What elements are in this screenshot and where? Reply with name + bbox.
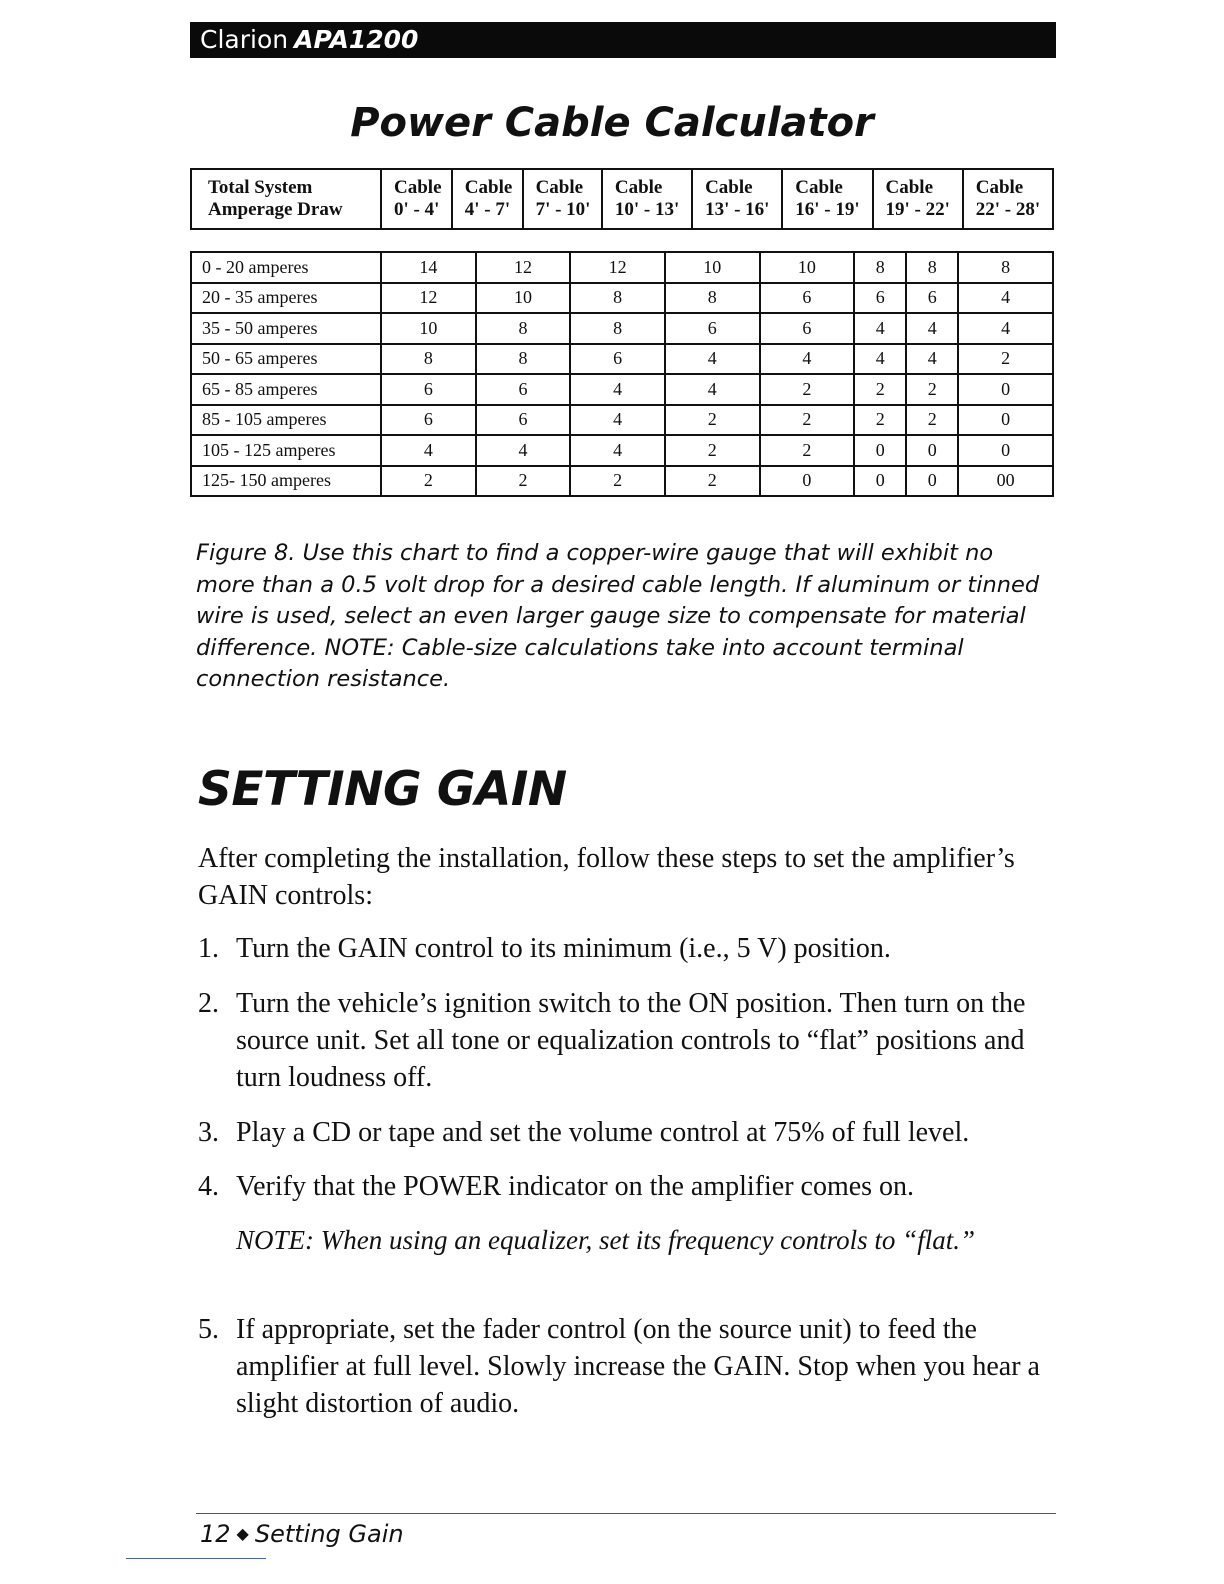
gauge-cell: 2 (381, 466, 476, 497)
step-number: 1. (198, 933, 219, 964)
model-name: APA1200 (294, 25, 419, 54)
gauge-cell: 6 (381, 374, 476, 405)
gauge-cell: 4 (665, 374, 760, 405)
gauge-cell: 6 (570, 344, 665, 375)
gauge-cell: 10 (476, 283, 571, 314)
gauge-cell: 4 (570, 435, 665, 466)
table-row (191, 466, 1053, 497)
equalizer-note: NOTE: When using an equalizer, set its frequency controls to “flat.” (236, 1225, 975, 1255)
step-text: Turn the GAIN control to its minimum (i.e., 5 V) position. (236, 933, 891, 964)
gauge-cell: 0 (854, 466, 906, 497)
gauge-cell: 8 (906, 252, 958, 283)
gauge-cell: 4 (854, 344, 906, 375)
header-cell-col3: Cable 7' - 10' (523, 169, 602, 229)
gauge-cell: 14 (381, 252, 476, 283)
page-number: 12 (200, 1520, 231, 1548)
footer-divider (196, 1513, 1056, 1514)
header-cell-col5: Cable 13' - 16' (692, 169, 782, 229)
table-row (191, 283, 1053, 314)
amperage-cell: 65 - 85 amperes (191, 374, 381, 405)
table-row (191, 405, 1053, 436)
gauge-cell: 8 (570, 313, 665, 344)
gauge-cell: 0 (854, 435, 906, 466)
step-number: 3. (198, 1117, 219, 1148)
step-number: 5. (198, 1314, 219, 1345)
gauge-cell: 6 (854, 283, 906, 314)
footer-section: Setting Gain (254, 1520, 404, 1548)
header-cell-col4: Cable 10' - 13' (602, 169, 692, 229)
gauge-cell: 6 (476, 405, 571, 436)
gauge-cell: 2 (760, 374, 855, 405)
gauge-cell: 4 (854, 313, 906, 344)
gauge-cell: 2 (906, 374, 958, 405)
gauge-cell: 12 (381, 283, 476, 314)
gauge-cell: 4 (906, 344, 958, 375)
table-row (191, 344, 1053, 375)
gauge-cell: 2 (854, 405, 906, 436)
gauge-cell: 12 (570, 252, 665, 283)
table-row (191, 252, 1053, 283)
step-text: Turn the vehicle’s ignition switch to the ON position. Then turn on the source unit. Set all tone or equalization controls to “flat” positions and turn loudness off. (236, 988, 1026, 1093)
amperage-cell: 105 - 125 amperes (191, 435, 381, 466)
gauge-cell: 0 (906, 466, 958, 497)
gauge-cell: 2 (906, 405, 958, 436)
gauge-cell: 0 (958, 435, 1053, 466)
gauge-cell: 8 (476, 313, 571, 344)
gauge-cell: 10 (665, 252, 760, 283)
step-text: Verify that the POWER indicator on the amplifier comes on. (236, 1171, 915, 1202)
gauge-cell: 6 (760, 283, 855, 314)
amperage-cell: 50 - 65 amperes (191, 344, 381, 375)
gauge-cell: 8 (381, 344, 476, 375)
gauge-cell: 0 (958, 374, 1053, 405)
gauge-cell: 2 (665, 405, 760, 436)
brand-name: Clarion APA1200 (200, 25, 419, 54)
amperage-cell: 0 - 20 amperes (191, 252, 381, 283)
amperage-cell: 20 - 35 amperes (191, 283, 381, 314)
amperage-cell: 35 - 50 amperes (191, 313, 381, 344)
gauge-cell: 4 (958, 313, 1053, 344)
gauge-cell: 8 (570, 283, 665, 314)
gauge-cell: 2 (760, 435, 855, 466)
gauge-cell: 2 (665, 466, 760, 497)
gauge-cell: 4 (381, 435, 476, 466)
gauge-cell: 8 (476, 344, 571, 375)
gauge-cell: 0 (760, 466, 855, 497)
page-title: Power Cable Calculator (350, 100, 874, 146)
gauge-cell: 6 (476, 374, 571, 405)
header-cell-col1: Cable 0' - 4' (381, 169, 452, 229)
gauge-cell: 8 (854, 252, 906, 283)
header-cell-col8: Cable 22' - 28' (963, 169, 1053, 229)
gauge-cell: 6 (760, 313, 855, 344)
header-cell-col6: Cable 16' - 19' (782, 169, 872, 229)
gauge-cell: 4 (665, 344, 760, 375)
step-text: If appropriate, set the fader control (on the source unit) to feed the amplifier at full level. Slowly increase the GAIN. Stop when you hear a slight distortion of audio. (236, 1314, 1040, 1419)
gauge-cell: 2 (760, 405, 855, 436)
gauge-cell: 2 (958, 344, 1053, 375)
header-cell-amperage: Total System Amperage Draw (191, 169, 381, 229)
table-row (191, 374, 1053, 405)
figure-caption: Figure 8. Use this chart to find a copper-wire gauge that will exhibit no more than a 0.5 volt drop for a desired cable length. If aluminum or tinned wire is used, select an even larger gauge size to compensate for material difference. NOTE: Cable-size calculations take into account terminal connection resistance. (196, 540, 1040, 692)
header-cell-col7: Cable 19' - 22' (873, 169, 963, 229)
intro-paragraph: After completing the installation, follow these steps to set the amplifier’s GAIN controls: (198, 843, 1015, 911)
gauge-cell: 10 (760, 252, 855, 283)
gauge-cell: 2 (476, 466, 571, 497)
gauge-cell: 2 (665, 435, 760, 466)
gauge-cell: 4 (958, 283, 1053, 314)
gauge-cell: 2 (570, 466, 665, 497)
gauge-cell: 6 (665, 313, 760, 344)
gauge-cell: 4 (476, 435, 571, 466)
cable-table-body (190, 251, 1054, 497)
gauge-cell: 12 (476, 252, 571, 283)
header-bar (190, 22, 1056, 58)
amperage-cell: 85 - 105 amperes (191, 405, 381, 436)
gauge-cell: 10 (381, 313, 476, 344)
step-number: 2. (198, 988, 219, 1019)
gauge-cell: 4 (570, 405, 665, 436)
diamond-icon: ◆ (236, 1524, 249, 1543)
section-heading: SETTING GAIN (198, 762, 567, 817)
gauge-cell: 0 (958, 405, 1053, 436)
gauge-cell: 6 (906, 283, 958, 314)
gauge-cell: 0 (906, 435, 958, 466)
gauge-cell: 6 (381, 405, 476, 436)
gauge-cell: 8 (958, 252, 1053, 283)
page-footer (200, 1520, 404, 1548)
gauge-cell: 00 (958, 466, 1053, 497)
cable-table-header (190, 168, 1054, 230)
gauge-cell: 4 (570, 374, 665, 405)
table-row (191, 435, 1053, 466)
amperage-cell: 125- 150 amperes (191, 466, 381, 497)
gauge-cell: 2 (854, 374, 906, 405)
step-text: Play a CD or tape and set the volume control at 75% of full level. (236, 1117, 970, 1148)
gauge-cell: 8 (665, 283, 760, 314)
gauge-cell: 4 (760, 344, 855, 375)
header-cell-col2: Cable 4' - 7' (452, 169, 523, 229)
gauge-cell: 4 (906, 313, 958, 344)
table-row (191, 313, 1053, 344)
corner-mark (126, 1558, 266, 1559)
step-number: 4. (198, 1171, 219, 1202)
